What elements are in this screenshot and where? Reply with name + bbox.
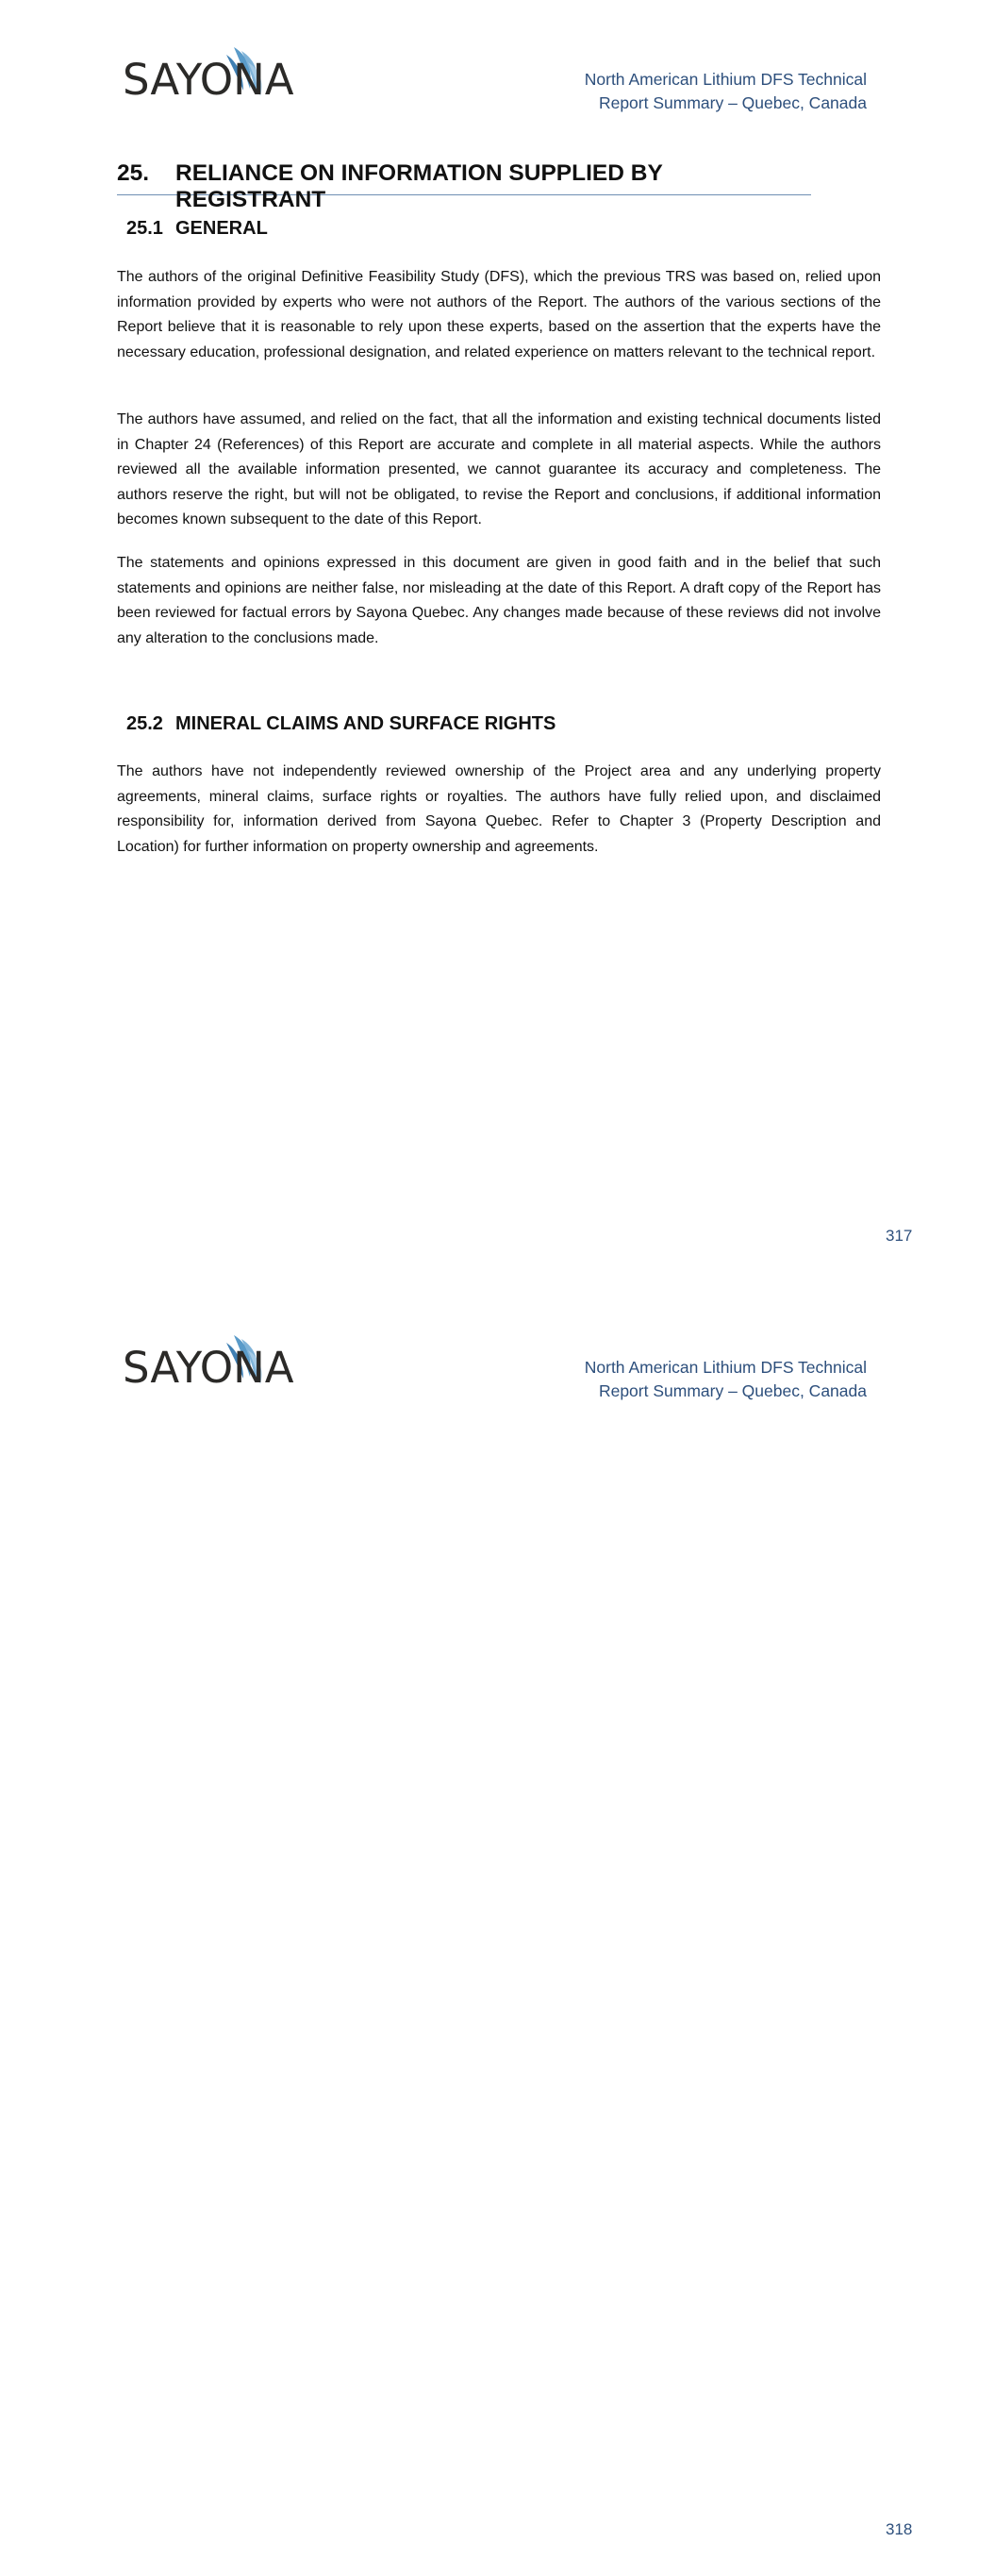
header-title-line1: North American Lithium DFS Technical [584,1358,867,1377]
logo-wordmark: SAYONA [123,55,294,105]
section-title: MINERAL CLAIMS AND SURFACE RIGHTS [175,713,556,734]
header-title-line1: North American Lithium DFS Technical [584,70,867,89]
report-header-title [471,68,867,115]
page-number: 318 [886,2520,913,2538]
header-title-line2: Report Summary – Quebec, Canada [598,93,867,112]
chapter-number: 25. [117,160,150,186]
chapter-heading [117,157,811,212]
chapter-title: RELIANCE ON INFORMATION SUPPLIED BY REGISTRANT [175,160,663,212]
page-number: 317 [886,1227,913,1245]
section-number: 25.1 [126,218,163,239]
report-page-318 [0,1288,995,2576]
sayona-logo [123,1330,292,1405]
sayona-logo [123,42,292,117]
paragraph: The authors have not independently reviewed ownership of the Project area and any underlying property agreements, mineral claims, surface rights or royalties. The authors have fully relied upon, and disclaimed responsibility for, information derived from Sayona Quebec. Refer to Chapter 3 (Property Description and Location) for further information on property ownership and agreements. [117,763,881,855]
section-number: 25.2 [126,713,163,734]
paragraph: The statements and opinions expressed in this document are given in good faith and in the belief that such statements and opinions are neither false, nor misleading at the date of this Report. A draft copy of the Report has been reviewed for factual errors by Sayona Quebec. Any changes made because of these reviews did not involve any alteration to the conclusions made. [117,555,881,646]
report-header-title [471,1356,867,1403]
section-title: GENERAL [175,218,268,239]
logo-wordmark: SAYONA [123,1343,294,1393]
paragraph: The authors have assumed, and relied on the fact, that all the information and existing technical documents listed in Chapter 24 (References) of this Report are accurate and complete in all material aspects. While the authors reviewed all the available information presented, we cannot guarantee its accuracy and completeness. The authors reserve the right, but will not be obligated, to revise the Report and conclusions, if additional information becomes known subsequent to the date of this Report. [117,411,881,528]
header-title-line2: Report Summary – Quebec, Canada [598,1381,867,1400]
paragraph: The authors of the original Definitive Feasibility Study (DFS), which the previous TRS was based on, relied upon information provided by experts who were not authors of the Report. The authors of the various sections of the Report believe that it is reasonable to rely upon these experts, based on the assertion that the experts have the necessary education, professional designation, and related experience on matters relevant to the technical report. [117,269,881,360]
